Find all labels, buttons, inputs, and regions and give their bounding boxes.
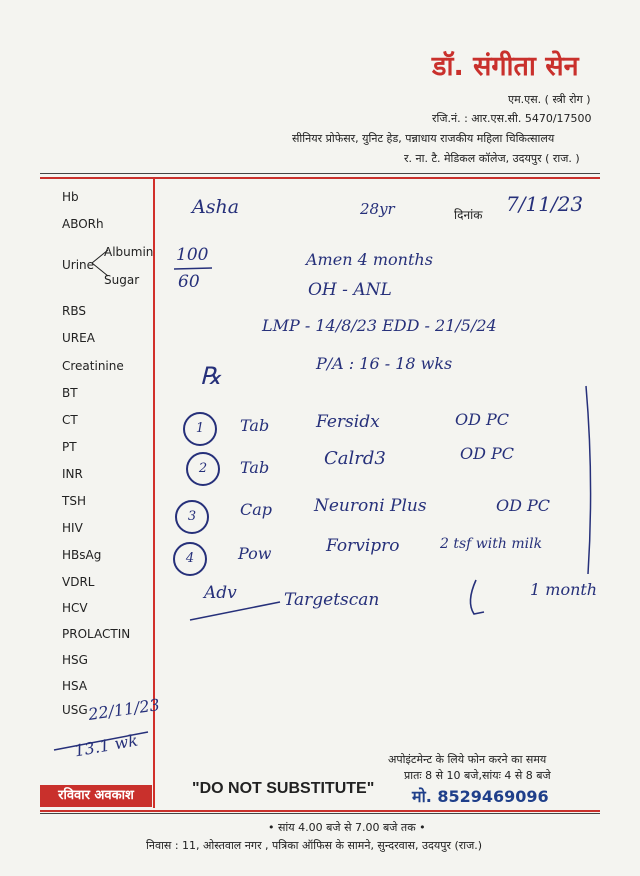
date-value: 7/11/23 xyxy=(506,192,584,216)
test-hiv: HIV xyxy=(62,521,83,535)
test-creatinine: Creatinine xyxy=(62,359,124,373)
item-number: 2 xyxy=(186,452,220,486)
item-name: Fersidx xyxy=(316,412,380,432)
medicine-bracket xyxy=(580,380,600,580)
doctor-degree: एम.एस. ( स्त्री रोग ) xyxy=(508,93,591,106)
obstetric-history: OH - ANL xyxy=(308,280,392,300)
item-name: Neuroni Plus xyxy=(314,496,427,516)
item-form: Pow xyxy=(238,544,272,563)
test-prolactin: PROLACTIN xyxy=(62,627,131,641)
item-number: 4 xyxy=(173,542,207,576)
registration-number: रजि.नं. : आर.एस.सी. 5470/17500 xyxy=(432,112,592,125)
item-form: Cap xyxy=(240,500,273,519)
lmp-edd-line: LMP - 14/8/23 EDD - 21/5/24 xyxy=(262,316,497,335)
item-dose: OD PC xyxy=(455,410,510,429)
phone-number: मो. 8529469096 xyxy=(412,787,549,806)
pa-findings: P/A : 16 - 18 wks xyxy=(316,354,453,373)
side-note-weeks: 13.1 wk xyxy=(72,730,140,761)
complaint-line: Amen 4 months xyxy=(306,250,433,269)
test-hcv: HCV xyxy=(62,601,88,615)
followup-mark xyxy=(462,576,488,626)
test-urine: Urine xyxy=(62,258,95,272)
test-tsh: TSH xyxy=(62,494,86,508)
followup-text: 1 month xyxy=(530,580,598,599)
footer-divider-red xyxy=(40,810,600,812)
item-name: Forvipro xyxy=(326,536,400,556)
test-hsa: HSA xyxy=(62,679,88,693)
test-hbsag: HBsAg xyxy=(62,548,102,562)
side-note-underline xyxy=(52,728,152,754)
test-bt: BT xyxy=(62,386,78,400)
sunday-holiday-text: रविवार अवकाश xyxy=(58,788,134,803)
college-name: र. ना. टै. मेडिकल कॉलेज, उदयपुर ( राज. ) xyxy=(404,152,580,165)
appointment-times: प्रातः 8 से 10 बजे,सांयः 4 से 8 बजे xyxy=(404,769,551,782)
doctor-designation: सीनियर प्रोफेसर, युनिट हेड, पन्नाधाय राजकीय महिला चिकित्सालय xyxy=(292,132,555,145)
patient-age: 28yr xyxy=(360,200,395,218)
test-ct: CT xyxy=(62,413,78,427)
clinic-address: निवास : 11, ओस्तवाल नगर , पत्रिका ऑफिस के सामने, सुन्दरवास, उदयपुर (राज.) xyxy=(146,839,483,852)
item-form: Tab xyxy=(240,416,270,435)
date-label: दिनांक xyxy=(454,208,483,222)
test-aborh: ABORh xyxy=(62,217,104,231)
test-usg: USG xyxy=(62,703,88,717)
side-note-date: 22/11/23 xyxy=(87,695,161,724)
test-inr: INR xyxy=(62,467,83,481)
test-vdrl: VDRL xyxy=(62,575,95,589)
item-dose: OD PC xyxy=(496,496,551,515)
item-form: Tab xyxy=(240,458,270,477)
doctor-name: डॉ. संगीता सेन xyxy=(432,51,579,82)
evening-hours: • सांय 4.00 बजे से 7.00 बजे तक • xyxy=(268,821,426,834)
item-number: 1 xyxy=(183,412,217,446)
rx-icon: ℞ xyxy=(200,362,222,390)
appointment-note: अपोइंटमेन्ट के लिये फोन करने का समय xyxy=(388,753,547,766)
item-name: Calrd3 xyxy=(324,448,386,469)
bp-systolic: 100 xyxy=(176,245,209,265)
advice-label: Adv xyxy=(204,583,237,603)
patient-name: Asha xyxy=(192,196,240,218)
item-dose: 2 tsf with milk xyxy=(440,536,543,552)
item-number: 3 xyxy=(175,500,209,534)
test-hb: Hb xyxy=(62,190,79,204)
test-sugar: Sugar xyxy=(104,273,140,287)
header-divider-red xyxy=(40,177,600,179)
test-hsg: HSG xyxy=(62,653,88,667)
test-rbs: RBS xyxy=(62,304,86,318)
test-albumin: Albumin xyxy=(104,245,154,259)
do-not-substitute: "DO NOT SUBSTITUTE" xyxy=(192,780,375,797)
test-pt: PT xyxy=(62,440,77,454)
sunday-holiday-badge xyxy=(40,785,152,807)
advice-text: Targetscan xyxy=(284,590,380,610)
header-divider-top xyxy=(40,173,600,174)
advice-underline xyxy=(188,598,284,624)
test-urea: UREA xyxy=(62,331,95,345)
bp-diastolic: 60 xyxy=(178,272,200,292)
item-dose: OD PC xyxy=(460,444,515,463)
footer-divider-dark xyxy=(40,813,600,814)
